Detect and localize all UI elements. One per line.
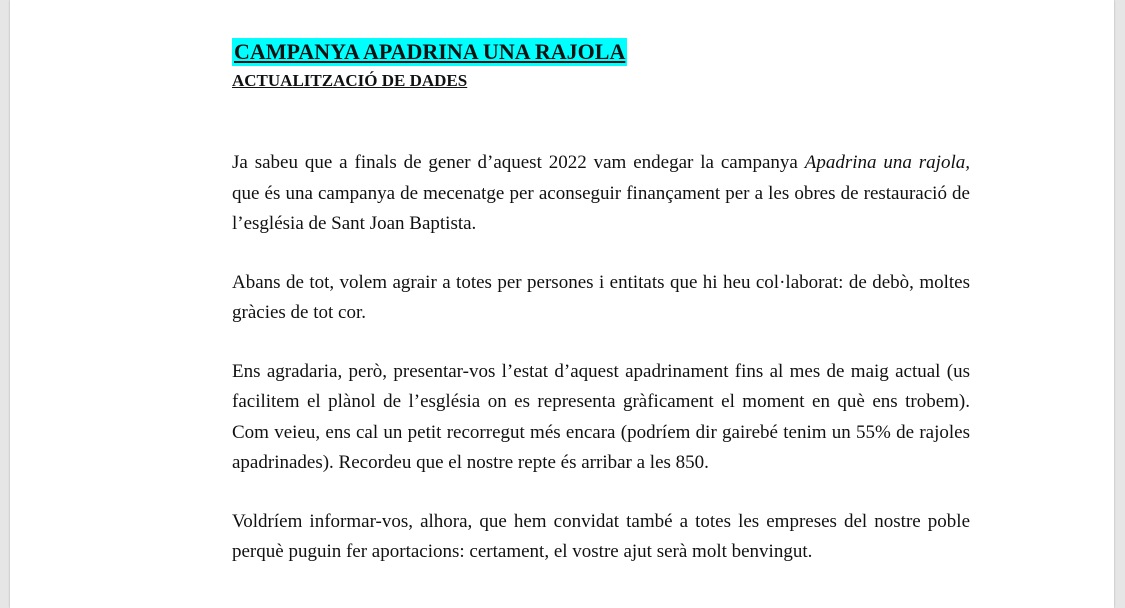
paragraph-intro: [232, 148, 970, 240]
document-title: CAMPANYA APADRINA UNA RAJOLA: [234, 39, 626, 64]
document-page: [10, 0, 1114, 608]
paragraph-intro-text-end: que és una campanya de mecenatge per aconseguir finançament per a les obres de restauració de l’església de Sant Joan Baptista.: [232, 182, 970, 234]
document-subtitle: ACTUALITZACIÓ DE DADES: [232, 71, 468, 90]
document-content: [232, 38, 970, 568]
document-body: [232, 148, 970, 568]
paragraph-companies: Voldríem informar-vos, alhora, que hem convidat també a totes les empreses del nostre poble perquè puguin fer aportacions: certament, el vostre ajut serà molt benvingut.: [232, 510, 970, 562]
paragraph-thanks: Abans de tot, volem agrair a totes per persones i entitats que hi heu col·laborat: de debò, moltes gràcies de tot cor.: [232, 271, 970, 323]
campaign-name-italic: Apadrina una rajola,: [804, 152, 970, 173]
paragraph-intro-text-start: Ja sabeu que a finals de gener d’aquest 2022 vam endegar la campanya: [232, 152, 805, 173]
paragraph-status: Ens agradaria, però, presentar-vos l’estat d’aquest apadrinament fins al mes de maig actual (us facilitem el plànol de l’església on es representa gràficament el moment en què ens trobem). Com veieu, ens cal un petit recorregut més encara (podríem dir gairebé tenim un 55% de rajoles apadrinades). Recordeu que el nostre repte és arribar a les 850.: [232, 360, 970, 473]
